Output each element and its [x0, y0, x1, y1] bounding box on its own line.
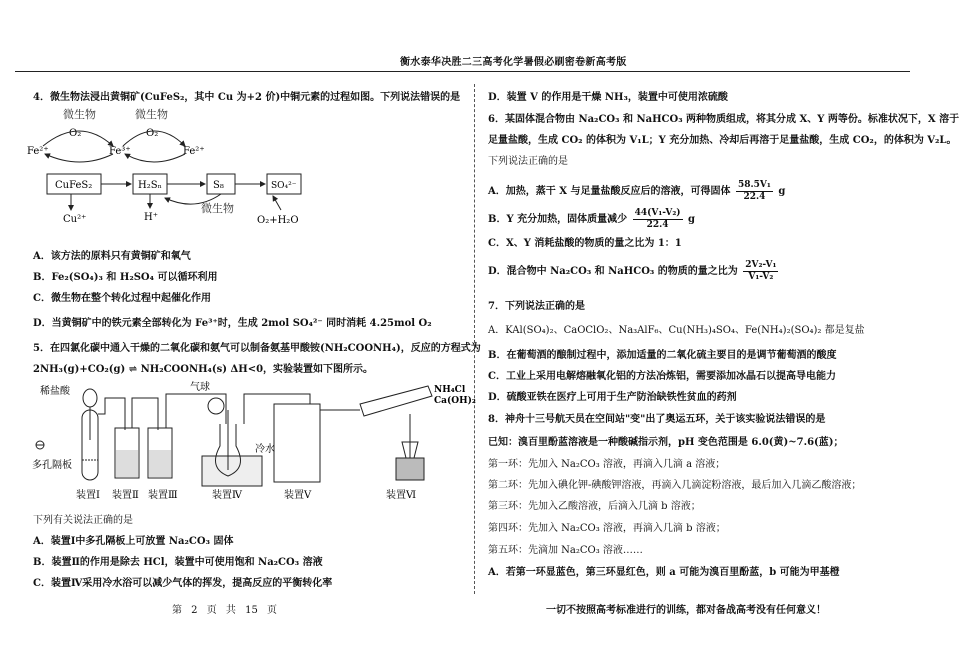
q4-option-b: B．Fe₂(SO₄)₃ 和 H₂SO₄ 可以循环利用 — [33, 272, 218, 283]
q6-option-d — [488, 260, 780, 283]
q5-device-3-liquid — [149, 450, 171, 477]
q4-o2-label-1: O₂ — [69, 128, 82, 139]
q5-device-6-label: 装置Ⅵ — [386, 490, 417, 501]
q6-option-b-text: B．Y 充分加热，固体质量减少 — [488, 214, 628, 225]
q4-o2-label-2: O₂ — [146, 128, 159, 139]
q4-diagram — [25, 106, 325, 234]
q8-known: 已知：溴百里酚蓝溶液是一种酸碱指示剂，pH 变色范围是 6.0(黄)~7.6(蓝)； — [488, 437, 844, 448]
q8-ring-1: 第一环：先加入 Na₂CO₃ 溶液，再滴入几滴 a 溶液； — [488, 459, 726, 470]
q5-apparatus — [30, 380, 476, 505]
q6-option-a-fraction — [736, 180, 773, 203]
column-divider — [474, 84, 475, 594]
q6-option-d-numerator: 2V₂-V₁ — [745, 260, 777, 270]
q5-balloon-label: 气球 — [190, 382, 210, 393]
q7-stem: 7．下列说法正确的是 — [488, 301, 585, 312]
header-rule — [15, 71, 910, 72]
q4-fe3-label: Fe³⁺ — [109, 146, 131, 157]
page-header-title: 衡水泰华决胜二三高考化学暑假必刷密卷新高考版 — [400, 57, 627, 68]
q6-option-c: C．X、Y 消耗盐酸的物质的量之比为 1：1 — [488, 238, 682, 249]
q4-fe2-label-2: Fe²⁺ — [183, 146, 205, 157]
q8-ring-3: 第三环：先加入乙酸溶液，后滴入几滴 b 溶液； — [488, 501, 701, 512]
q5-option-d: D．装置 V 的作用是干燥 NH₃，装置中可使用浓硫酸 — [488, 92, 728, 103]
q4-option-d: D．当黄铜矿中的铁元素全部转化为 Fe³⁺时，生成 2mol SO₄²⁻ 同时消耗 4.25mol O₂ — [33, 318, 432, 329]
q5-device-2-label: 装置Ⅱ — [112, 490, 139, 501]
q5-option-a: A．装置Ⅰ中多孔隔板上可放置 Na₂CO₃ 固体 — [33, 536, 234, 547]
q6-stem-line-1: 6．某固体混合物由 Na₂CO₃ 和 NaHCO₃ 两种物质组成，将其分成 X、Y 两等份。标准状况下，X 溶于 — [488, 114, 959, 125]
q5-stem-line-1: 5．在四氯化碳中通入干燥的二氧化碳和氨气可以制备氨基甲酸铵(NH₂COONH₄)，反应的方程式为 — [33, 343, 481, 354]
q6-option-b-denominator: 22.4 — [646, 220, 669, 230]
q4-microbe-label-2: 微生物 — [135, 108, 168, 121]
q5-device-2-liquid — [116, 450, 138, 477]
q5-connector-4-5 — [244, 394, 310, 424]
q4-box-so4-label: SO₄²⁻ — [271, 181, 297, 191]
q4-option-a: A．该方法的原料只有黄铜矿和氧气 — [33, 251, 191, 262]
q4-arrow-o2h2o — [273, 196, 281, 210]
q4-option-c: C．微生物在整个转化过程中起催化作用 — [33, 293, 211, 304]
q5-device-3-label: 装置Ⅲ — [148, 490, 178, 501]
q5-device-6-tube — [360, 386, 432, 416]
q4-stem: 4．微生物法浸出黄铜矿(CuFeS₂，其中 Cu 为+2 价)中铜元素的过程如图。下列说法错误的是 — [33, 92, 461, 103]
q4-microbe-label-3: 微生物 — [201, 202, 234, 215]
q4-h-label: H⁺ — [144, 212, 158, 223]
q7-option-c: C．工业上采用电解熔融氧化铝的方法冶炼铝，需要添加冰晶石以提高导电能力 — [488, 371, 836, 382]
q8-ring-5: 第五环：先滴加 Na₂CO₃ 溶液…… — [488, 545, 643, 556]
q5-reagent-label-1: NH₄Cl — [434, 385, 466, 395]
q6-option-a-numerator: 58.5V₁ — [737, 180, 771, 190]
q5-cold-water-label: 冷水 — [255, 444, 275, 455]
q4-fe2-label-1: Fe²⁺ — [27, 146, 49, 157]
q8-option-a: A．若第一环显蓝色，第三环显红色，则 a 可能为溴百里酚蓝，b 可能为甲基橙 — [488, 567, 840, 578]
q7-option-a: A．KAl(SO₄)₂、CaOClO₂、Na₃AlF₆、Cu(NH₃)₄SO₄、Fe(NH₄)₂(SO₄)₂ 都是复盐 — [488, 325, 865, 336]
q5-device-4-label: 装置Ⅳ — [212, 490, 242, 501]
q5-connector-3-4 — [166, 394, 226, 428]
q4-o2h2o-label: O₂+H₂O — [257, 215, 299, 226]
q6-option-a — [488, 180, 785, 203]
q5-porous-plate-label: 多孔隔板 — [32, 460, 72, 471]
q5-stem-line-2: 2NH₃(g)+CO₂(g) ⇌ NH₂COONH₄(s) ΔH<0，实验装置如下图所示。 — [33, 364, 374, 375]
q4-microbe-label-1: 微生物 — [63, 108, 96, 121]
q4-cu2-label: Cu²⁺ — [63, 214, 87, 225]
q6-option-b-fraction — [633, 208, 683, 231]
q5-reagent-label-2: Ca(OH)₂ — [434, 396, 476, 406]
q4-box-s8-label: S₈ — [213, 180, 224, 191]
q7-option-d: D．硫酸亚铁在医疗上可用于生产防治缺铁性贫血的药剂 — [488, 392, 737, 403]
q7-option-b: B．在葡萄酒的酿制过程中，添加适量的二氧化硫主要目的是调节葡萄酒的酸度 — [488, 350, 837, 361]
q6-stem-line-3: 下列说法正确的是 — [488, 156, 568, 167]
q6-option-a-text: A．加热，蒸干 X 与足量盐酸反应后的溶液，可得固体 — [488, 186, 731, 197]
q5-cold-water-bath — [202, 456, 262, 486]
q4-cycle-arrow-right-bottom — [125, 154, 185, 162]
q4-cycle-arrow-left-bottom — [45, 154, 113, 162]
q4-box-cufes2-label: CuFeS₂ — [55, 180, 93, 191]
q8-stem: 8．神舟十三号航天员在空间站"变"出了奥运五环，关于该实验说法错误的是 — [488, 414, 826, 425]
q5-connector-1-2 — [98, 398, 125, 430]
q6-option-d-fraction — [743, 260, 778, 283]
q6-option-a-denominator: 22.4 — [743, 192, 766, 202]
q5-option-b: B．装置Ⅱ的作用是除去 HCl，装置中可使用饱和 Na₂CO₃ 溶液 — [33, 557, 323, 568]
q6-option-d-denominator: V₁-V₂ — [748, 272, 774, 282]
q8-ring-2: 第二环：先加入碘化钾-碘酸钾溶液，再滴入几滴淀粉溶液，最后加入几滴乙酸溶液； — [488, 480, 862, 491]
q6-option-d-text: D．混合物中 Na₂CO₃ 和 NaHCO₃ 的物质的量之比为 — [488, 266, 738, 277]
q5-funnel-bulb — [83, 389, 97, 407]
q8-ring-4: 第四环：先加入 Na₂CO₃ 溶液，再滴入几滴 b 溶液； — [488, 523, 726, 534]
q5-device-5-label: 装置Ⅴ — [284, 490, 312, 501]
q5-balloon — [208, 398, 224, 414]
footer-slogan: 一切不按照高考标准进行的训练，都对备战高考没有任何意义！ — [546, 605, 826, 616]
q6-option-a-unit: g — [778, 186, 786, 197]
q6-option-b — [488, 208, 695, 231]
q4-box-h2sn-label: H₂Sₙ — [138, 180, 162, 191]
q5-device-1-label: 装置Ⅰ — [76, 490, 100, 501]
q5-connector-2-3 — [132, 398, 158, 430]
q5-lead: 下列有关说法正确的是 — [33, 515, 133, 526]
q6-option-b-numerator: 44(V₁-V₂) — [634, 208, 681, 218]
q5-device-5-box — [274, 404, 320, 482]
q6-stem-line-2: 足量盐酸，生成 CO₂ 的体积为 V₁L；Y 充分加热、冷却后再溶于足量盐酸，生成 CO₂，的体积为 V₂L。 — [488, 135, 957, 146]
q6-option-b-unit: g — [688, 214, 696, 225]
page-number: 第 2 页 共 15 页 — [172, 605, 277, 616]
q5-dilute-hcl-label: 稀盐酸 — [40, 386, 70, 397]
q5-option-c: C．装置Ⅳ采用冷水浴可以减少气体的挥发，提高反应的平衡转化率 — [33, 578, 333, 589]
q5-device-6-block — [396, 458, 424, 480]
